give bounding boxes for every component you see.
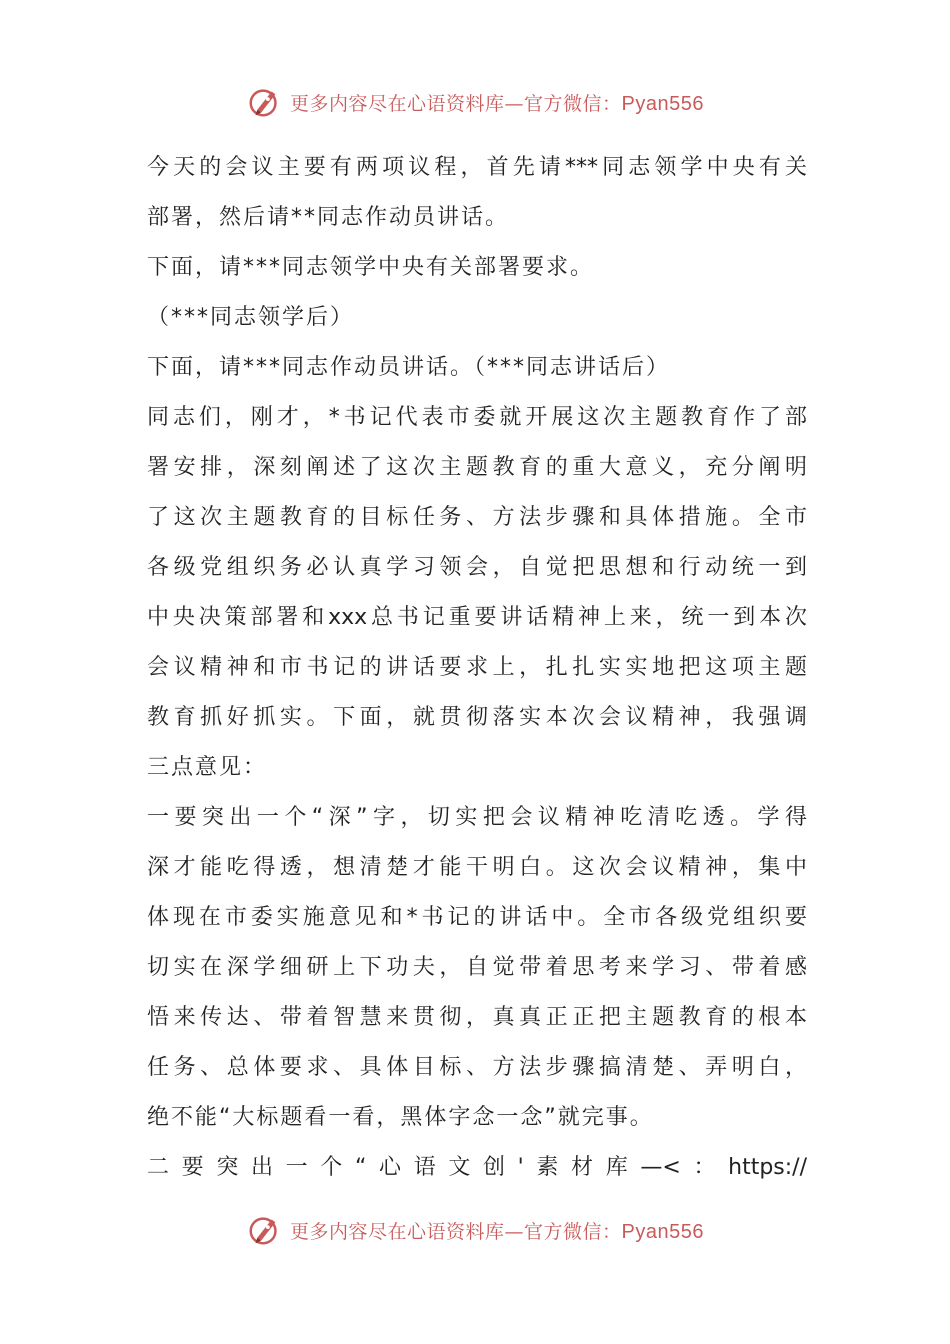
text-line: 各级党组织务必认真学习领会，自觉把思想和行动统一到 — [147, 555, 807, 580]
header-banner-text — [290, 89, 704, 116]
footer-banner-wechat-id: Pyan556 — [621, 1220, 704, 1243]
text-line: 教育抓好抓实。下面，就贯彻落实本次会议精神，我强调 — [147, 705, 807, 730]
text-line: 了这次主题教育的目标任务、方法步骤和具体措施。全市 — [147, 505, 807, 530]
footer-banner-label: 更多内容尽在心语资料库—官方微信： — [290, 1220, 622, 1243]
text-line: 三点意见： — [147, 755, 268, 780]
header-banner-wechat-id: Pyan556 — [621, 92, 704, 115]
footer-watermark-banner — [0, 1208, 950, 1252]
document-body — [147, 143, 807, 1193]
text-line: 切实在深学细研上下功夫，自觉带着思考来学习、带着感 — [147, 955, 807, 980]
text-line: 今天的会议主要有两项议程，首先请***同志领学中央有关 — [147, 155, 807, 180]
header-watermark-banner — [0, 80, 950, 124]
text-line: 中央决策部署和xxx总书记重要讲话精神上来，统一到本次 — [147, 605, 807, 630]
pen-nib-circle-logo-icon — [246, 83, 284, 121]
text-line: （***同志领学后） — [147, 305, 355, 330]
text-line: 绝不能“大标题看一看，黑体字念一念”就完事。 — [147, 1105, 654, 1130]
header-banner-label: 更多内容尽在心语资料库—官方微信： — [290, 92, 622, 115]
text-line: 同志们，刚才，*书记代表市委就开展这次主题教育作了部 — [147, 405, 807, 430]
text-line: 一要突出一个“深”字，切实把会议精神吃清吃透。学得 — [147, 805, 807, 830]
text-line: 体现在市委实施意见和*书记的讲话中。全市各级党组织要 — [147, 905, 807, 930]
text-line: 深才能吃得透，想清楚才能干明白。这次会议精神，集中 — [147, 855, 807, 880]
text-line: 部署，然后请**同志作动员讲话。 — [147, 205, 510, 230]
pen-nib-circle-logo-icon — [246, 1211, 284, 1249]
text-line: 下面，请***同志领学中央有关部署要求。 — [147, 255, 595, 280]
text-line: 二要突出一个“心语文创'素材库—<：https:// — [147, 1155, 807, 1180]
text-line: 悟来传达、带着智慧来贯彻，真真正正把主题教育的根本 — [147, 1005, 807, 1030]
footer-banner-text — [290, 1217, 704, 1244]
text-line: 任务、总体要求、具体目标、方法步骤搞清楚、弄明白， — [147, 1055, 807, 1080]
text-line: 下面，请***同志作动员讲话。（***同志讲话后） — [147, 355, 671, 380]
text-line: 会议精神和市书记的讲话要求上，扎扎实实地把这项主题 — [147, 655, 807, 680]
text-line: 署安排，深刻阐述了这次主题教育的重大意义，充分阐明 — [147, 455, 807, 480]
